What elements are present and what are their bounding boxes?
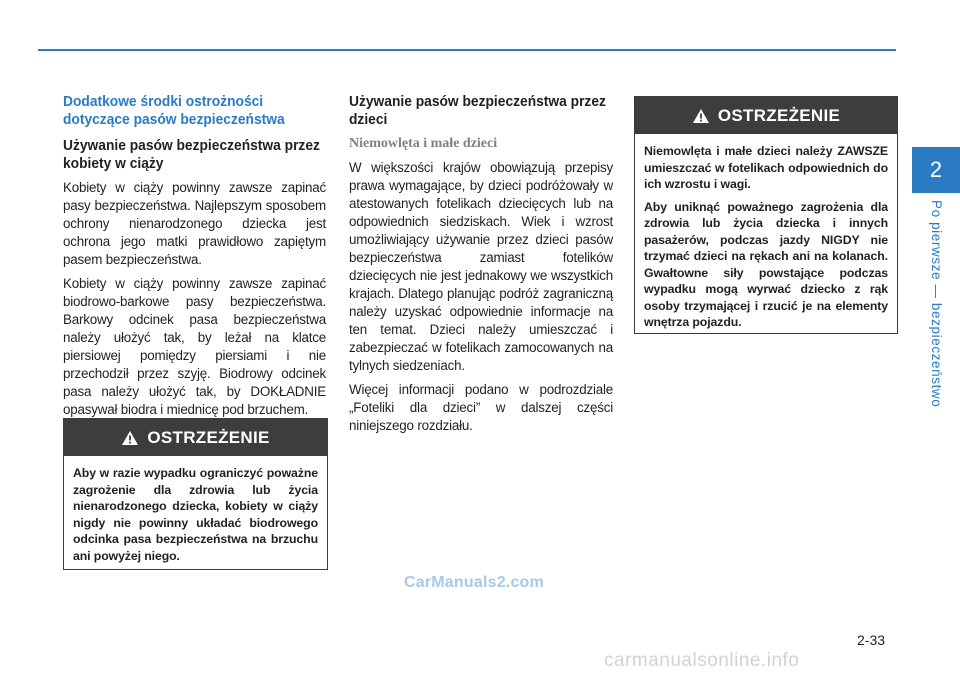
serif-heading-infants: Niemowlęta i małe dzieci xyxy=(349,136,498,151)
warning-header xyxy=(635,97,897,134)
warning-title: OSTRZEŻENIE xyxy=(717,105,841,125)
warning-header xyxy=(64,419,327,456)
chapter-title-vertical: Po pierwsze — bezpieczeństwo xyxy=(929,200,944,408)
warning-triangle-icon xyxy=(121,430,139,446)
chapter-tab: 2 xyxy=(912,147,960,193)
warning-body xyxy=(64,456,327,578)
page-number: 2-33 xyxy=(857,632,886,648)
watermark-bottom: carmanualsonline.info xyxy=(604,650,800,671)
warning-text: Aby w razie wypadku ograniczyć poważne zagrożenie dla zdrowia lub życia nienarodzonego dziecka, kobiety w ciąży nigdy nie powinny układać biodrowego odcinka pasa bezpieczeństwa na brzuchu ani powyżej niego. xyxy=(73,466,318,563)
warning-box-children xyxy=(634,96,898,334)
warning-title: OSTRZEŻENIE xyxy=(147,427,270,447)
middle-column xyxy=(349,93,613,441)
warning-triangle-icon xyxy=(692,108,710,124)
warning-box-pregnancy xyxy=(63,418,328,570)
warning-text: Aby uniknąć poważnego zagrożenia dla zdrowia lub życia dziecka i innych pasażerów, podczas jazdy NIGDY nie trzymać dzieci na rękach ani na kolanach. Gwałtowne siły powstające podczas wypadku mogą wyrwać dziecko z rąk osoby trzymającej i rzucić je na elementy wnętrza pojazdu. xyxy=(644,199,888,329)
subsection-heading-pregnancy: Używanie pasów bezpieczeństwa przez kobiety w ciąży xyxy=(63,137,320,172)
paragraph: Kobiety w ciąży powinny zawsze zapinać biodrowo-barkowe pasy bezpieczeństwa. Barkowy odcinek pasa bezpieczeństwa należy ułożyć tak, by leżał na klatce piersiowej pomiędzy piersiami i nie przechodził przez szyję. Biodrowy odcinek pasa należy ułożyć tak, by DOKŁADNIE opasywał biodra i miednicę pod brzuchem. xyxy=(63,276,326,417)
subsection-heading-children: Używanie pasów bezpieczeństwa przez dzieci xyxy=(349,93,606,128)
paragraph: W większości krajów obowiązują przepisy prawa wymagające, by dzieci podróżowały w atestowanych fotelikach dziecięcych lub na odpowiednich siedziskach. Wiek i wzrost umożliwiający używanie przez dzieci pasów bezpieczeństwa zamiast fotelików dziecięcych nie jest jednakowy we wszystkich krajach. Dlatego planując podróż zagraniczną należy uzyskać odpowiednie informacje na ten temat. Dzieci należy umieszczać i zabezpieczać w fotelikach zamocowanych na tylnych siedzeniach. xyxy=(349,160,613,373)
top-rule xyxy=(38,49,896,51)
paragraph: Kobiety w ciąży powinny zawsze zapinać pasy bezpieczeństwa. Najlepszym sposobem ochrony nienarodzonego dziecka jest ochrona jego matki prawidłowo zapiętym pasem bezpieczeństwa. xyxy=(63,180,326,267)
paragraph: Więcej informacji podano w podrozdziale „Foteliki dla dzieci” w dalszej części niniejszego rozdziału. xyxy=(349,382,613,433)
warning-text: Niemowlęta i małe dzieci należy ZAWSZE umieszczać w fotelikach odpowiednich do ich wzrostu i wagi. xyxy=(644,144,888,191)
watermark-center: CarManuals2.com xyxy=(404,574,544,591)
section-heading: Dodatkowe środki ostrożności dotyczące pasów bezpieczeństwa xyxy=(63,93,285,128)
warning-body xyxy=(635,134,897,345)
left-column xyxy=(63,93,326,425)
